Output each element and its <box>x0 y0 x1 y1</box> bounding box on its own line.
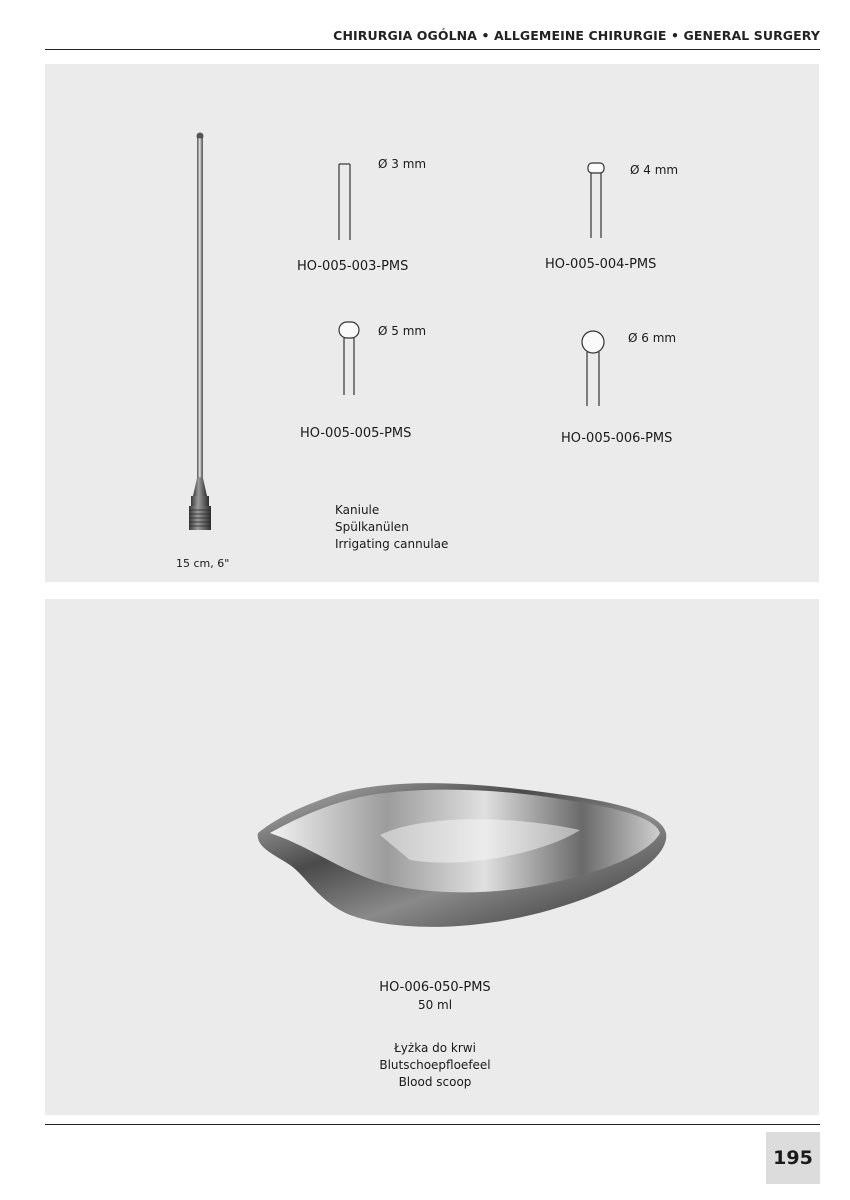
cannula-illustration <box>170 128 230 558</box>
scoop-name-english: Blood scoop <box>398 1075 472 1089</box>
header-divider <box>45 49 820 50</box>
name-polish: Kaniule <box>335 503 380 517</box>
code-ho-005-006: HO-005-006-PMS <box>561 431 673 446</box>
footer-divider <box>45 1124 820 1125</box>
section-header: CHIRURGIA OGÓLNA • ALLGEMEINE CHIRURGIE • GENERAL SURGERY <box>333 28 820 43</box>
blood-scoop-illustration <box>250 775 672 945</box>
tip-6mm-icon <box>578 327 610 407</box>
code-ho-005-005: HO-005-005-PMS <box>300 426 412 441</box>
code-ho-005-003: HO-005-003-PMS <box>297 259 409 274</box>
diameter-5mm: Ø 5 mm <box>378 324 427 338</box>
cannulae-names <box>335 502 448 553</box>
diameter-6mm: Ø 6 mm <box>628 331 677 345</box>
name-english: Irrigating cannulae <box>335 537 449 551</box>
scoop-name-polish: Łyżka do krwi <box>394 1041 476 1055</box>
page-number: 195 <box>766 1132 820 1184</box>
scoop-names <box>335 1040 535 1091</box>
diameter-4mm: Ø 4 mm <box>630 163 679 177</box>
tip-3mm-icon <box>332 162 362 242</box>
name-german: Spülkanülen <box>335 520 409 534</box>
cannula-length: 15 cm, 6" <box>176 557 230 570</box>
scoop-code: HO-006-050-PMS <box>379 980 491 995</box>
scoop-volume: 50 ml <box>417 998 453 1012</box>
code-ho-005-004: HO-005-004-PMS <box>545 257 657 272</box>
diameter-3mm: Ø 3 mm <box>378 157 427 171</box>
tip-5mm-icon <box>333 319 365 399</box>
scoop-name-german: Blutschoepfloefeel <box>379 1058 491 1072</box>
tip-4mm-icon <box>582 160 612 240</box>
